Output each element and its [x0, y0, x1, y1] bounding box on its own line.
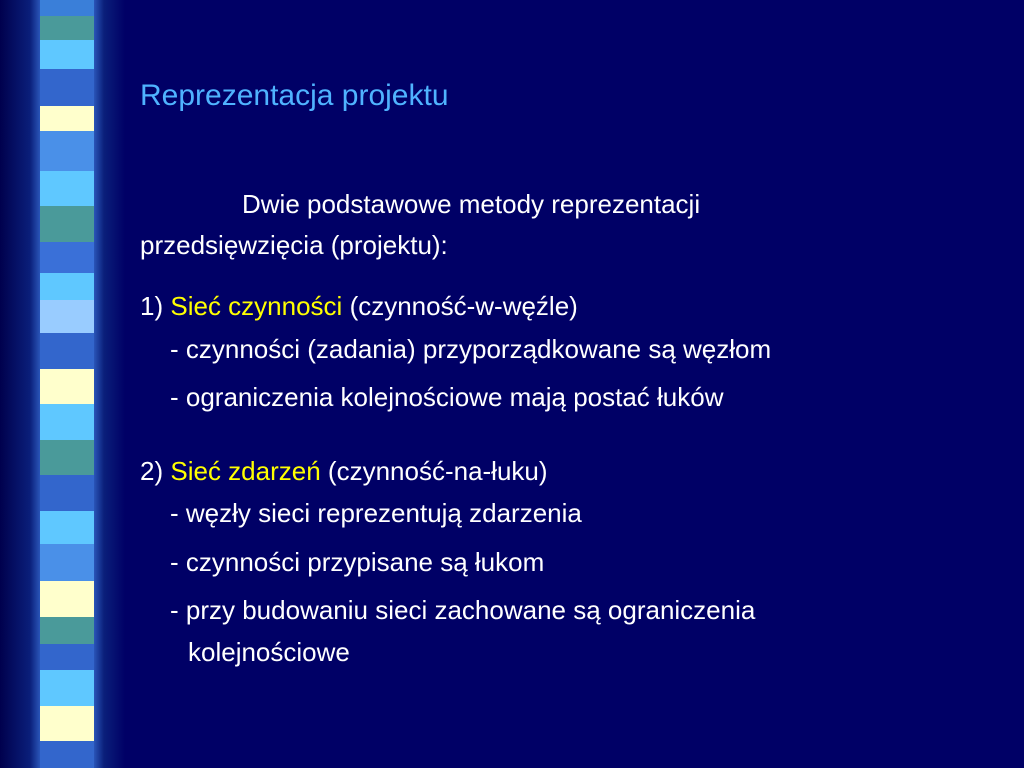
method-2-bullet-2: - czynności przypisane są łukom [170, 547, 545, 577]
method-1-suffix: (czynność-w-węźle) [349, 291, 578, 321]
intro-line-1: Dwie podstawowe metody reprezentacji [242, 189, 701, 219]
slide-title: Reprezentacja projektu [140, 79, 449, 112]
method-2-bullet-3-continuation: kolejnościowe [188, 637, 350, 667]
method-2-name: Sieć zdarzeń [170, 456, 321, 486]
method-2-bullet-3: - przy budowaniu sieci zachowane są ograniczenia [170, 595, 756, 625]
method-1-number: 1) [140, 291, 164, 321]
method-2-bullet-1: - węzły sieci reprezentują zdarzenia [170, 498, 582, 528]
decorative-stripe [40, 0, 94, 768]
method-2-heading [140, 455, 548, 487]
method-2-number: 2) [140, 456, 164, 486]
method-1-bullet-1: - czynności (zadania) przyporządkowane są węzłom [170, 334, 772, 364]
method-1-name: Sieć czynności [170, 291, 343, 321]
intro-line-2: przedsięwzięcia (projektu): [140, 230, 448, 260]
method-1-bullet-2: - ograniczenia kolejnościowe mają postać łuków [170, 382, 724, 412]
method-1-heading [140, 290, 578, 322]
method-2-suffix: (czynność-na-łuku) [327, 456, 548, 486]
